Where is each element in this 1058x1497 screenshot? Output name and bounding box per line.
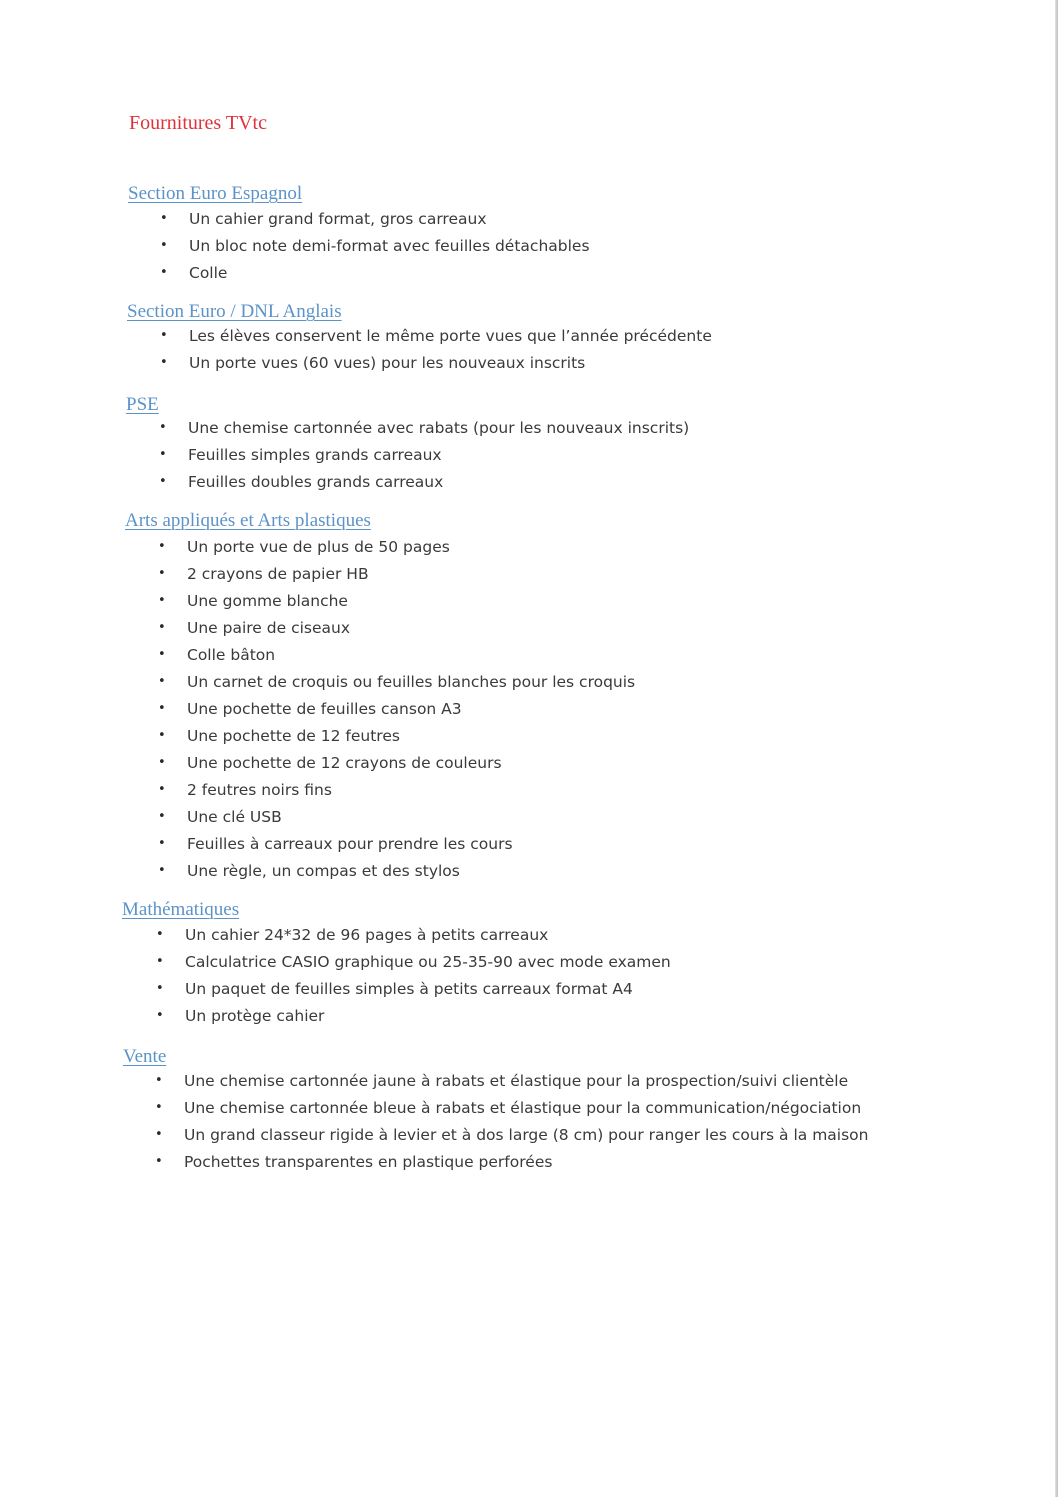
section-heading-euro-dnl-anglais: Section Euro / DNL Anglais <box>127 301 342 322</box>
bullet-icon: • <box>159 474 167 489</box>
section-heading-euro-espagnol: Section Euro Espagnol <box>128 183 303 204</box>
bullet-icon: • <box>160 355 168 370</box>
bullet-icon: • <box>158 782 166 797</box>
bullet-icon: • <box>158 755 166 770</box>
bullet-icon: • <box>156 1008 164 1023</box>
bullet-icon: • <box>159 447 167 462</box>
section-heading-pse: PSE <box>126 394 159 415</box>
bullet-icon: • <box>158 863 166 878</box>
bullet-icon: • <box>158 836 166 851</box>
bullet-icon: • <box>160 328 168 343</box>
bullet-icon: • <box>156 927 164 942</box>
bullet-icon: • <box>160 211 168 226</box>
bullet-icon: • <box>155 1100 163 1115</box>
bullet-icon: • <box>155 1073 163 1088</box>
bullet-icon: • <box>158 728 166 743</box>
document-title: Fournitures TVtc <box>129 112 267 134</box>
bullet-icon: • <box>158 620 166 635</box>
bullet-icon: • <box>155 1154 163 1169</box>
bullet-icon: • <box>158 566 166 581</box>
section-heading-mathematiques: Mathématiques <box>122 899 240 920</box>
bullet-icon: • <box>158 701 166 716</box>
section-heading-arts: Arts appliqués et Arts plastiques <box>125 510 371 531</box>
bullet-icon: • <box>158 674 166 689</box>
bullet-icon: • <box>158 647 166 662</box>
bullet-icon: • <box>160 265 168 280</box>
bullet-icon: • <box>158 593 166 608</box>
bullet-icon: • <box>159 420 167 435</box>
document-page: Fournitures TVtc Section Euro Espagnol • Un cahier grand format, gros carreaux • Un bloc note demi-format avec feuilles détachables • Colle Section Euro / DNL Anglais • Les élèves conservent le même porte vues que l’année précédente • Un porte vues (60 vues) pour les nouveaux inscrits PSE • Une chemise cartonnée avec rabats (pour les nouveaux inscrits) • Feuilles simples grands carreaux • Feuilles doubles grands carreaux Arts appliqués et Arts plastiques • Un porte vue de plus de 50 pages • 2 crayons de papier HB • Une gomme blanche • Une paire de ciseaux • Colle bâton • Un carnet de croquis ou feuilles blanches pour les croquis • Une pochette de feuilles canson A3 • Une pochette de 12 feutres • Une pochette de 12 crayons de couleurs • 2 feutres noirs fins • Une clé USB • Feuilles à carreaux pour prendre les cours • Une règle, un compas et des stylos Mathématiques • Un cahier 24*32 de 96 pages à petits carreaux • Calculatrice CASIO graphique ou 25-35-90 avec mode examen • Un paquet de feuilles simples à petits carreaux format A4 • Un protège cahier Vente • Une chemise cartonnée jaune à rabats et élastique pour la prospection/suivi clientèle • Une chemise cartonnée bleue à rabats et élastique pour la communication/négociation • Un grand classeur rigide à levier et à dos large (8 cm) pour ranger les cours à la maison • Pochettes transparentes en plastique perforées <box>0 0 1058 1497</box>
bullet-icon: • <box>158 539 166 554</box>
bullet-icon: • <box>155 1127 163 1142</box>
bullet-icon: • <box>158 809 166 824</box>
section-heading-vente: Vente <box>123 1046 167 1067</box>
bullet-icon: • <box>160 238 168 253</box>
bullet-icon: • <box>156 981 164 996</box>
bullet-icon: • <box>156 954 164 969</box>
